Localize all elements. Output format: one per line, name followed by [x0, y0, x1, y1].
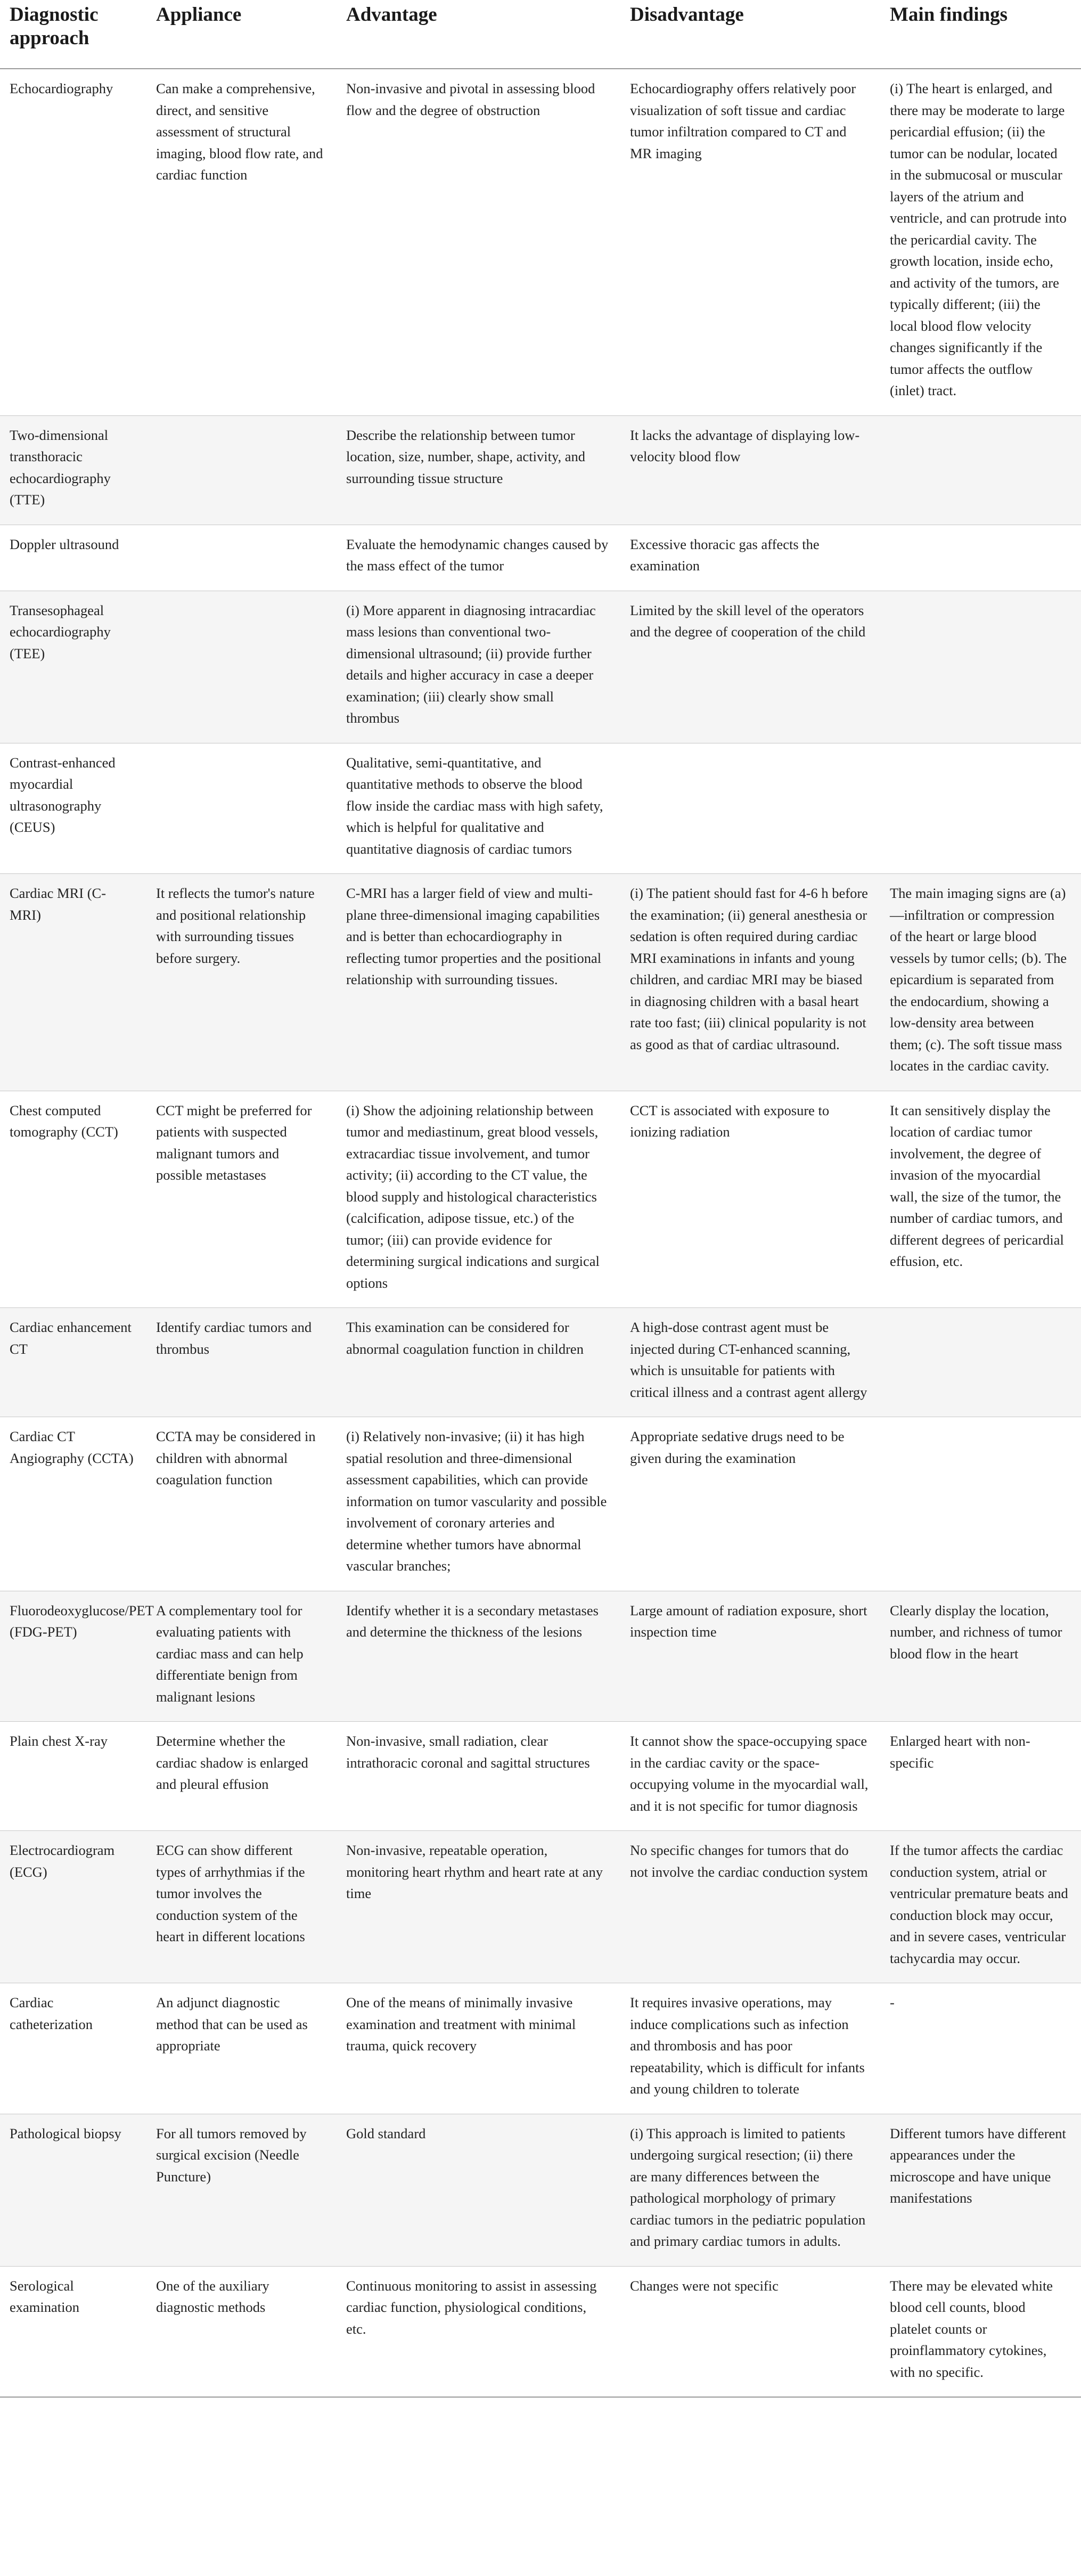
cell-main-findings: Different tumors have different appearances under the microscope and have unique manifestations	[880, 2114, 1081, 2266]
cell-disadvantage: No specific changes for tumors that do not involve the cardiac conduction system	[620, 1831, 880, 1983]
cell-disadvantage: (i) The patient should fast for 4-6 h before the examination; (ii) general anesthesia or sedation is often required during cardiac MRI examinations in infants and young children, and cardiac MRI may be biased in diagnosing children with a basal heart rate too fast; (iii) clinical popularity is not as good as that of cardiac ultrasound.	[620, 874, 880, 1091]
cell-diagnostic-approach: Fluorodeoxyglucose/PET (FDG-PET)	[0, 1591, 146, 1722]
table-row	[0, 2114, 1081, 2266]
table-row	[0, 69, 1081, 415]
cell-appliance: One of the auxiliary diagnostic methods	[156, 2277, 269, 2315]
cell-diagnostic-approach: Cardiac catheterization	[10, 1994, 93, 2032]
table-row	[0, 415, 1081, 525]
cell-disadvantage: CCT is associated with exposure to ionizing radiation	[630, 1102, 830, 1140]
cell-appliance: For all tumors removed by surgical excision (Needle Puncture)	[146, 2114, 337, 2266]
cell-main-findings	[880, 1417, 1081, 1591]
table-row	[0, 743, 1081, 874]
cell-main-findings: The main imaging signs are (a)—infiltration or compression of the heart or large blood vessels by tumor cells; (b). The epicardium is separated from the endocardium, showing a low-density area between them; (c). The soft tissue mass locates in the cardiac cavity.	[880, 874, 1081, 1091]
cell-disadvantage: Echocardiography offers relatively poor visualization of soft tissue and cardiac tumor infiltration compared to CT and MR imaging	[630, 80, 856, 161]
table-body	[0, 69, 1081, 2397]
cell-main-findings	[880, 1308, 1081, 1417]
cell-main-findings	[880, 591, 1081, 743]
header-row	[0, 0, 1081, 69]
cell-advantage: Gold standard	[337, 2114, 620, 2266]
header-disadvantage: Disadvantage	[630, 4, 744, 26]
table-row	[0, 1091, 1081, 1308]
cell-appliance: An adjunct diagnostic method that can be used as appropriate	[156, 1994, 308, 2054]
cell-appliance	[146, 525, 337, 591]
cell-main-findings: If the tumor affects the cardiac conduction system, atrial or ventricular premature beats and conduction block may occur, and in severe cases, ventricular tachycardia may occur.	[880, 1831, 1081, 1983]
cell-appliance	[146, 743, 337, 874]
table-row	[0, 1591, 1081, 1722]
cell-advantage: Identify whether it is a secondary metastases and determine the thickness of the lesions	[337, 1591, 620, 1722]
cell-diagnostic-approach: Electrocardiogram (ECG)	[0, 1831, 146, 1983]
cell-diagnostic-approach: Contrast-enhanced myocardial ultrasonography (CEUS)	[10, 754, 116, 835]
cell-advantage: Non-invasive and pivotal in assessing blood flow and the degree of obstruction	[346, 80, 595, 118]
cell-disadvantage: A high-dose contrast agent must be injected during CT-enhanced scanning, which is unsuitable for patients with critical illness and a contrast agent allergy	[620, 1308, 880, 1417]
cell-main-findings: There may be elevated white blood cell counts, blood platelet counts or proinflammatory cytokines, with no specific.	[890, 2277, 1053, 2380]
cell-advantage: (i) Relatively non-invasive; (ii) it has high spatial resolution and three-dimensional assessment capabilities, which can provide information on tumor vascularity and possible involvement of coronary arteries and determine whether tumors have abnormal vascular branches;	[346, 1428, 607, 1574]
table-header	[0, 0, 1081, 69]
header-advantage: Advantage	[346, 4, 437, 26]
cell-advantage: This examination can be considered for abnormal coagulation function in children	[337, 1308, 620, 1417]
table-row	[0, 591, 1081, 743]
cell-appliance	[146, 591, 337, 743]
cell-advantage: Non-invasive, small radiation, clear intrathoracic coronal and sagittal structures	[346, 1733, 590, 1771]
cell-disadvantage: Appropriate sedative drugs need to be given during the examination	[630, 1428, 845, 1466]
cell-appliance: CCT might be preferred for patients with suspected malignant tumors and possible metastases	[156, 1102, 312, 1183]
cell-advantage: (i) Show the adjoining relationship between tumor and mediastinum, great blood vessels, extracardiac tissue involvement, and tumor activity; (ii) according to the CT value, the blood supply and histological characteristics (calcification, adipose tissue, etc.) of the tumor; (iii) can provide evidence for determining surgical indications and surgical options	[346, 1102, 600, 1291]
header-main-findings: Main findings	[890, 4, 1008, 26]
cell-disadvantage: Changes were not specific	[630, 2277, 779, 2294]
cell-diagnostic-approach: Plain chest X-ray	[10, 1733, 108, 1749]
cell-diagnostic-approach: Two-dimensional transthoracic echocardiography (TTE)	[0, 415, 146, 525]
cell-main-findings: Clearly display the location, number, and richness of tumor blood flow in the heart	[880, 1591, 1081, 1722]
cell-appliance: Determine whether the cardiac shadow is enlarged and pleural effusion	[156, 1733, 308, 1792]
table-row	[0, 1308, 1081, 1417]
cell-diagnostic-approach: Cardiac CT Angiography (CCTA)	[10, 1428, 134, 1466]
cell-advantage: (i) More apparent in diagnosing intracardiac mass lesions than conventional two-dimensional ultrasound; (ii) provide further details and higher accuracy in case a deeper examination; (iii) clearly show small thrombus	[337, 591, 620, 743]
cell-disadvantage: Limited by the skill level of the operators and the degree of cooperation of the child	[620, 591, 880, 743]
cell-main-findings: (i) The heart is enlarged, and there may be moderate to large pericardial effusion; (ii) the tumor can be nodular, located in the submucosal or muscular layers of the atrium and ventricle, and can protrude into the pericardial cavity. The growth location, inside echo, and activity of the tumors, are typically different; (iii) the local blood flow velocity changes significantly if the tumor affects the outflow (inlet) tract.	[890, 80, 1067, 398]
cell-advantage: Describe the relationship between tumor location, size, number, shape, activity, and surrounding tissue structure	[337, 415, 620, 525]
cell-diagnostic-approach: Chest computed tomography (CCT)	[10, 1102, 118, 1140]
cell-main-findings	[880, 525, 1081, 591]
table-row	[0, 2266, 1081, 2397]
cell-appliance: It reflects the tumor's nature and positional relationship with surrounding tissues before surgery.	[146, 874, 337, 1091]
cell-main-findings: It can sensitively display the location of cardiac tumor involvement, the degree of invasion of the myocardial wall, the size of the tumor, the number of cardiac tumors, and different degrees of pericardial effusion, etc.	[890, 1102, 1064, 1269]
cell-main-findings	[880, 743, 1081, 874]
cell-disadvantage: (i) This approach is limited to patients undergoing surgical resection; (ii) there are many differences between the pathological morphology of primary cardiac tumors in the pediatric population and primary cardiac tumors in adults.	[620, 2114, 880, 2266]
cell-diagnostic-approach: Echocardiography	[10, 80, 113, 96]
header-appliance: Appliance	[156, 4, 242, 26]
cell-diagnostic-approach: Transesophageal echocardiography (TEE)	[0, 591, 146, 743]
table-row	[0, 874, 1081, 1091]
cell-advantage: Non-invasive, repeatable operation, monitoring heart rhythm and heart rate at any time	[337, 1831, 620, 1983]
table-row	[0, 1417, 1081, 1591]
header-diagnostic-approach: Diagnostic approach	[10, 4, 99, 49]
cell-diagnostic-approach: Cardiac enhancement CT	[0, 1308, 146, 1417]
cell-main-findings	[880, 415, 1081, 525]
table-row	[0, 1983, 1081, 2114]
cell-appliance	[146, 415, 337, 525]
cell-disadvantage: Excessive thoracic gas affects the examination	[630, 536, 820, 574]
cell-diagnostic-approach: Doppler ultrasound	[10, 536, 119, 552]
table-row	[0, 525, 1081, 591]
table-row	[0, 1722, 1081, 1831]
cell-appliance: Can make a comprehensive, direct, and sensitive assessment of structural imaging, blood flow rate, and cardiac function	[156, 80, 323, 183]
cell-disadvantage: It cannot show the space-occupying space in the cardiac cavity or the space-occupying volume in the myocardial wall, and it is not specific for tumor diagnosis	[630, 1733, 869, 1814]
cell-appliance: ECG can show different types of arrhythmias if the tumor involves the conduction system of the heart in different locations	[146, 1831, 337, 1983]
cell-appliance: Identify cardiac tumors and thrombus	[146, 1308, 337, 1417]
cell-advantage: One of the means of minimally invasive examination and treatment with minimal trauma, quick recovery	[346, 1994, 576, 2054]
table-row	[0, 1831, 1081, 1983]
cell-diagnostic-approach: Pathological biopsy	[0, 2114, 146, 2266]
cell-disadvantage: It lacks the advantage of displaying low-velocity blood flow	[620, 415, 880, 525]
cell-advantage: C-MRI has a larger field of view and multi-plane three-dimensional imaging capabilities and is better than echocardiography in reflecting tumor properties and the positional relationship with surrounding tissues.	[337, 874, 620, 1091]
cell-advantage: Qualitative, semi-quantitative, and quantitative methods to observe the blood flow inside the cardiac mass with high safety, which is helpful for qualitative and quantitative diagnosis of cardiac tumors	[346, 754, 603, 857]
cell-main-findings: Enlarged heart with non-specific	[890, 1733, 1030, 1771]
cell-appliance: A complementary tool for evaluating patients with cardiac mass and can help differentiate benign from malignant lesions	[146, 1591, 337, 1722]
cell-appliance: CCTA may be considered in children with abnormal coagulation function	[156, 1428, 316, 1487]
cell-advantage: Continuous monitoring to assist in assessing cardiac function, physiological conditions, etc.	[346, 2277, 597, 2337]
cell-disadvantage: Large amount of radiation exposure, short inspection time	[620, 1591, 880, 1722]
cell-advantage: Evaluate the hemodynamic changes caused by the mass effect of the tumor	[346, 536, 609, 574]
cell-diagnostic-approach: Cardiac MRI (C-MRI)	[0, 874, 146, 1091]
cell-disadvantage	[620, 743, 880, 874]
cell-diagnostic-approach: Serological examination	[10, 2277, 79, 2315]
cell-main-findings: -	[890, 1994, 895, 2010]
cell-disadvantage: It requires invasive operations, may induce complications such as infection and thrombosis and has poor repeatability, which is difficult for infants and young children to tolerate	[630, 1994, 865, 2097]
